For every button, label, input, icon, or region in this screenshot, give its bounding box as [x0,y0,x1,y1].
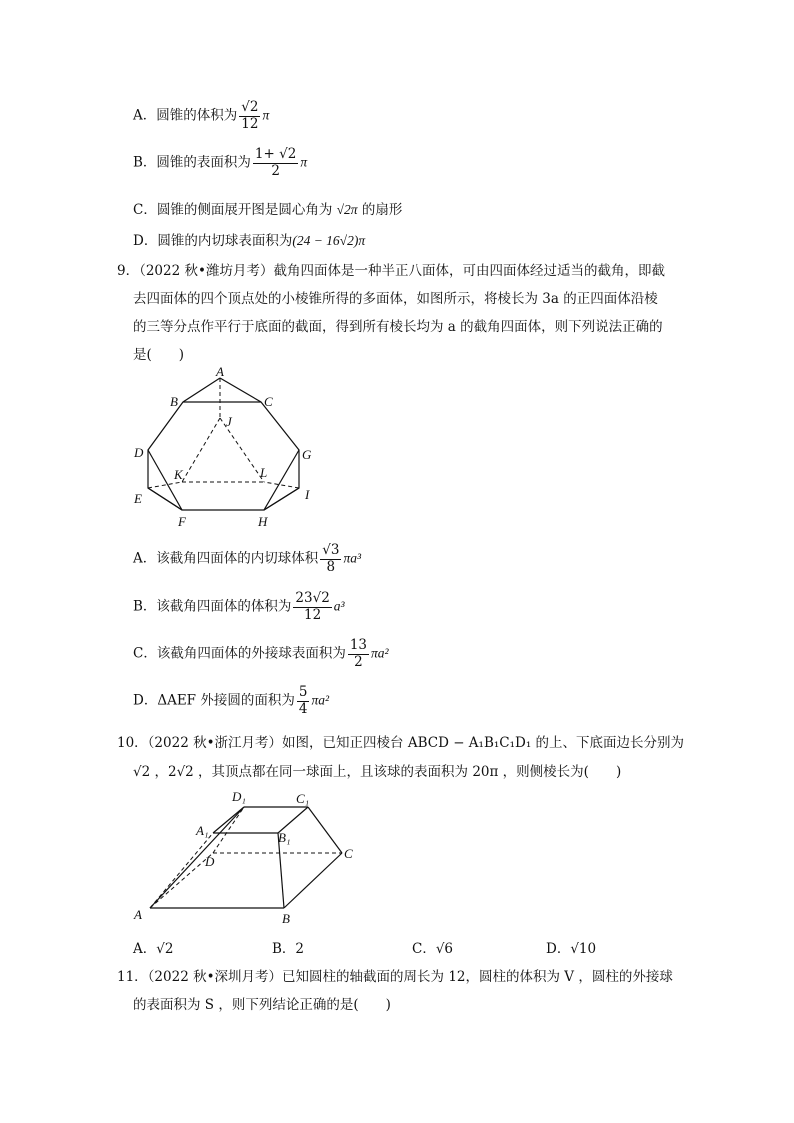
q10-label-C: C [344,846,353,861]
q9-label-D: D [134,445,144,460]
q9-a-den: 8 [326,558,336,575]
q9-c-den: 2 [354,653,363,670]
q10-edge-BC [284,853,342,908]
q9-c-num: 13 [349,637,368,653]
q9-b-num: 23√2 [295,590,330,606]
q9-hidden-EK [148,482,182,488]
q9-d-tail: πa² [311,692,329,708]
q8-option-c [133,198,402,218]
q8-option-a [133,100,269,132]
q10-hidden-AD [150,853,213,908]
q8-a-fraction [239,100,260,132]
q10-edge-C1C [308,807,342,853]
q9-d-num: 5 [298,684,308,700]
q10-option-d: D．√10 [546,941,597,957]
q9-a-tail: πa³ [343,550,362,566]
q9-label-E: E [134,491,142,506]
q10-hidden-DD1 [213,807,244,853]
q9-a-text: A．该截角四面体的内切球体积 [133,550,319,567]
q10-label-D1: D₁ [232,789,246,804]
q8-a-num: √2 [241,99,259,115]
q8-a-den: 12 [241,115,259,132]
q9-option-d [133,685,329,717]
q9-option-b [133,591,345,623]
q9-edge-GH [264,450,299,510]
q9-label-B: B [170,394,178,409]
q8-b-text: B．圆锥的表面积为 [133,154,251,171]
q9-stem-line-2: 去四面体的四个顶点处的小棱锥所得的多面体，如图所示，将棱长为 3a 的正四面体沿棱 [133,291,658,307]
q9-edge-IH [264,488,299,510]
q10-label-A: A [134,907,142,922]
q10-stem-line-2: √2 ，2√2 ，其顶点都在同一球面上，且该球的表面积为 20π ，则侧棱长为( ) [133,764,622,780]
q9-option-c [133,638,389,670]
q9-b-tail: a³ [333,598,345,614]
q9-b-fraction [293,591,331,623]
q9-a-num: √3 [322,542,340,558]
q8-b-fraction [253,147,298,179]
q8-d-math: (24 − 16√2)π [292,233,366,248]
q9-d-den: 4 [298,700,308,717]
q9-label-A: A [216,364,224,379]
q9-label-G: G [302,447,312,462]
q9-stem-line-4: 是( ) [133,347,185,363]
q9-truncated-tetrahedron-figure [120,360,340,535]
q10-label-C1: C₁ [296,791,310,806]
q8-b-num: 1+ √2 [254,146,297,162]
q9-label-H: H [258,514,268,529]
q10-stem-line-1: 10．（2022 秋•浙江月考）如图，已知正四棱台 ABCD − A₁B₁C₁D₁ 的上、下底面边长分别为 [117,735,685,751]
q9-hidden-JK [182,418,220,482]
q9-c-fraction [348,638,369,670]
q10-frustum-figure [128,785,368,930]
q10-label-A1: A₁ [196,823,209,838]
q9-stem-line-1: 9．（2022 秋•潍坊月考）截角四面体是一种半正八面体，可由四面体经过适当的截角，即截 [117,263,665,279]
q10-label-D: D [205,854,215,869]
q9-label-I: I [305,487,310,502]
q9-c-text: C．该截角四面体的外接球表面积为 [133,645,346,662]
q9-b-den: 12 [304,606,322,623]
q8-a-tail: π [262,107,270,123]
q10-label-B1: B₁ [278,830,291,845]
q8-c-tail: 的扇形 [361,202,403,218]
q9-hidden-IL [264,482,299,488]
q10-option-b: B．2 [272,941,305,957]
q9-label-J: J [226,414,232,429]
q9-b-text: B．该截角四面体的体积为 [133,598,292,615]
q8-option-d [133,229,365,249]
q8-b-den: 2 [271,162,280,179]
q9-a-fraction [320,543,341,575]
q11-stem-line-1: 11．（2022 秋•深圳月考）已知圆柱的轴截面的周长为 12，圆柱的体积为 V ，圆柱的外接球 [117,969,673,985]
q8-option-b [133,147,307,179]
q10-option-c: C．√6 [412,941,454,957]
q8-a-text: A．圆锥的体积为 [133,107,238,124]
q9-edge-EF [148,488,182,510]
q10-edge-A1D1 [213,807,244,833]
q10-hidden-AA1 [150,833,213,908]
q8-c-text: C．圆锥的侧面展开图是圆心角为 [133,202,333,218]
q9-c-tail: πa² [371,645,389,661]
q8-c-math: √2π [336,202,358,217]
q9-stem-line-3: 的三等分点作平行于底面的截面，得到所有棱长均为 a 的截角四面体，则下列说法正确的 [133,319,663,335]
q11-stem-line-2: 的表面积为 S ，则下列结论正确的是( ) [133,997,391,1013]
q9-option-a [133,543,361,575]
q9-label-C: C [264,394,273,409]
q8-d-text: D．圆锥的内切球表面积为 [133,233,293,249]
q8-b-tail: π [300,154,308,170]
q10-option-a: A．√2 [133,941,174,957]
q10-label-B: B [282,911,290,926]
q9-label-L: L [260,465,268,480]
q9-d-text: D．ΔAEF 外接圆的面积为 [133,692,295,709]
q9-d-fraction [297,685,310,717]
q9-label-K: K [174,467,183,482]
q9-label-F: F [178,514,186,529]
